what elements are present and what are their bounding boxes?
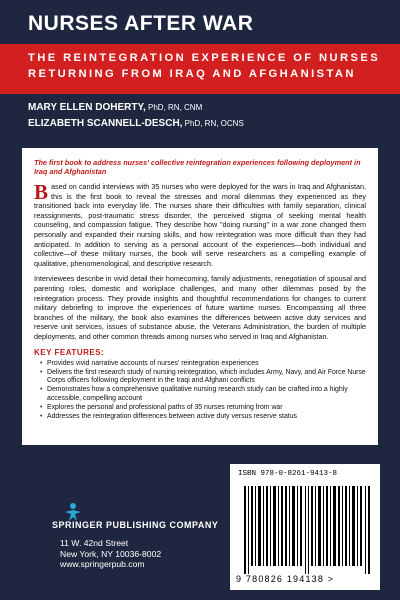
- authors: [28, 100, 244, 132]
- key-feature-text: Addresses the reintegration differences between active duty versus reserve status: [47, 413, 297, 421]
- key-feature-item: [40, 386, 366, 403]
- key-feature-text: Explores the personal and professional paths of 35 nurses returning from war: [47, 403, 283, 411]
- author-2: [28, 116, 244, 132]
- key-feature-item: [40, 413, 366, 422]
- key-feature-text: Demonstrates how a comprehensive qualitative nursing research study can be crafted into a highly accessible, compelling account: [47, 386, 348, 402]
- author-1: [28, 100, 244, 116]
- key-features-list: [34, 360, 366, 422]
- isbn-label: ISBN 978-0-8261-9413-8: [238, 470, 338, 478]
- publisher-logo-text: SPRINGER PUBLISHING COMPANY: [52, 520, 219, 530]
- lead-statement: The first book to address nurses' collective reintegration experiences following deployment in Iraq and Afghanistan: [34, 158, 361, 176]
- subtitle-line-2: RETURNING FROM IRAQ AND AFGHANISTAN: [28, 68, 356, 80]
- bullet-icon: •: [40, 359, 43, 367]
- subtitle-line-1: THE REINTEGRATION EXPERIENCE OF NURSES: [28, 52, 381, 64]
- cover-header: [0, 0, 400, 138]
- key-feature-item: [40, 360, 366, 369]
- barcode-digits: 9 780826 194138 >: [236, 574, 335, 584]
- key-feature-text: Delivers the first research study of nursing reintegration, which includes Army, Navy, and Air Force Nurse Corps officers following deployment in the Iraqi and Afghani conflicts: [47, 368, 366, 385]
- key-feature-item: [40, 404, 366, 413]
- drop-cap: B: [34, 180, 49, 204]
- bullet-icon: •: [40, 386, 43, 394]
- description-paragraph-1: [34, 182, 366, 268]
- address-line-1: 11 W. 42nd Street: [60, 538, 129, 548]
- bullet-icon: •: [40, 368, 43, 376]
- back-cover-description: [22, 148, 378, 445]
- author-2-name: ELIZABETH SCANNELL-DESCH,: [28, 118, 183, 129]
- key-features-heading: KEY FEATURES:: [34, 347, 105, 357]
- book-title: NURSES AFTER WAR: [28, 12, 254, 35]
- author-1-credentials: PhD, RN, CNM: [145, 103, 203, 112]
- isbn-barcode: [244, 486, 372, 574]
- key-feature-item: [40, 369, 366, 386]
- paragraph-1-text: ased on candid interviews with 35 nurses who were deployed for the wars in Iraq and Afghanistan, this is the first book to reveal the stresses and moral dilemmas they experienced as they transitioned back into everyday life. The nurses share their difficulties with family separation, clinical reassignments, post-traumatic stress disorder, the perceived stigma of seeking mental health counseling, and compassion fatigue. They describe how "doing nursing" in a war zone changed them personally and expanded their nursing skills, and how reintegration was more difficult than they had anticipated. In addition to serving as a personal account of the experiences—both individual and collective—of these military nurses, the book will serve researchers as a compelling example of qualitative, phenomenological, and descriptive research.: [34, 182, 366, 268]
- bullet-icon: •: [40, 413, 43, 421]
- key-feature-text: Provides vivid narrative accounts of nurses' reintegration experiences: [47, 359, 259, 367]
- book-subtitle: [28, 50, 398, 82]
- publisher-website: www.springerpub.com: [60, 559, 145, 569]
- author-1-name: MARY ELLEN DOHERTY,: [28, 102, 146, 113]
- barcode-panel: [230, 464, 380, 590]
- springer-logo-icon: [62, 502, 84, 522]
- author-2-credentials: PhD, RN, OCNS: [182, 119, 244, 128]
- description-paragraph-2: Interviewees describe in vivid detail their homecoming, family adjustments, renegotiation of spousal and parenting roles, domestic and workplace challenges, and many other dilemmas posed by the reintegration process. They provide insights and thoughtful recommendations for changes to current military debriefing to improve the experiences of future wartime nurses. Encompassing all three branches of the military, the book also examines the differences between active duty services and reserve unit services, issues of substance abuse, the Veterans Administration, the burden of multiple deployments, and other common threads among nurses who served in Iraq and Afghanistan.: [34, 274, 366, 341]
- publisher-address: [60, 538, 161, 570]
- bullet-icon: •: [40, 403, 43, 411]
- address-line-2: New York, NY 10036-8002: [60, 548, 162, 559]
